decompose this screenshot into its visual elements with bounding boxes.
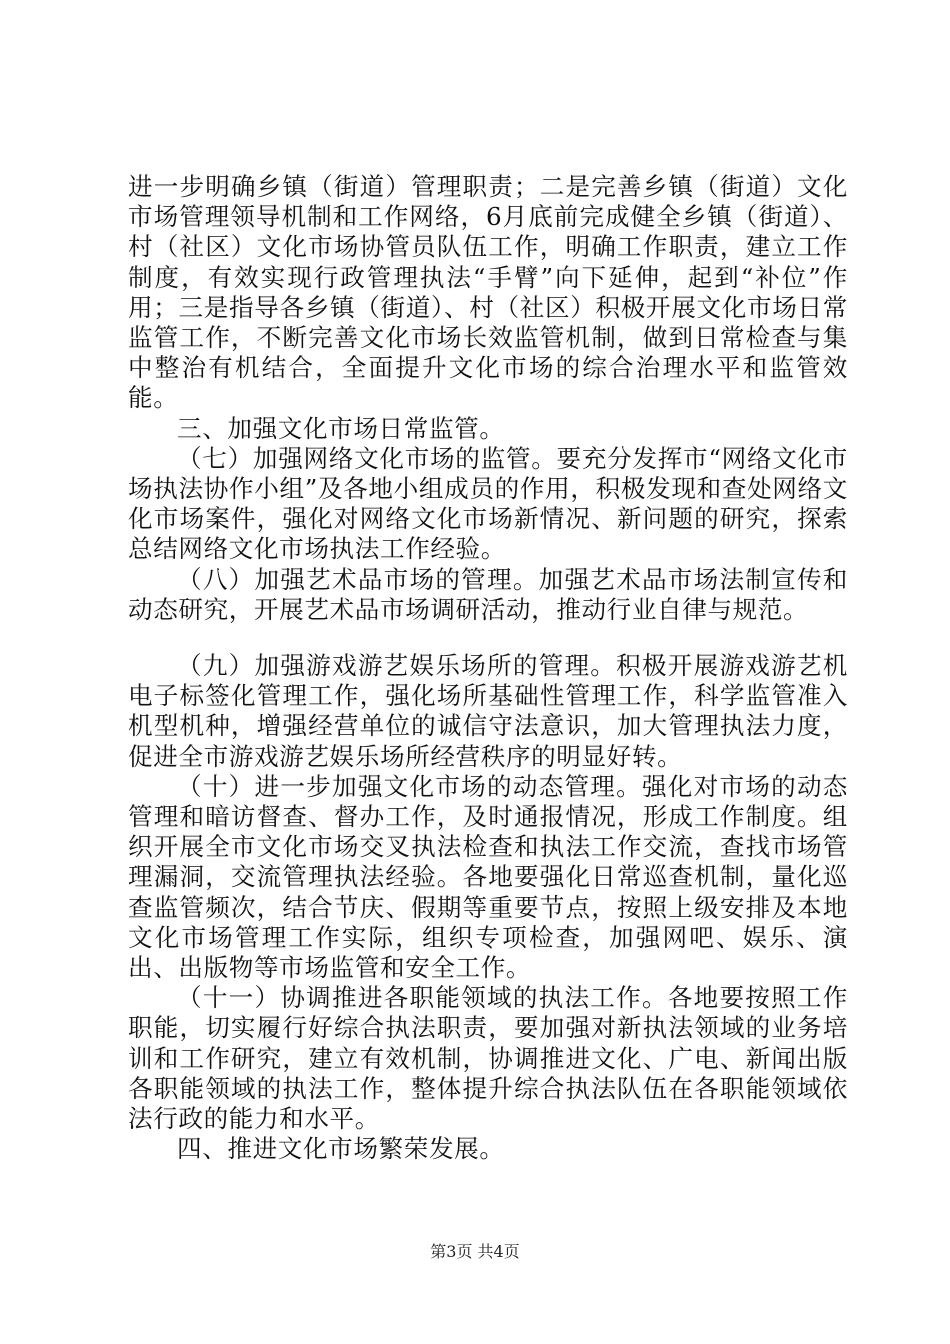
section-heading-4: 四、推进文化市场繁荣发展。 bbox=[177, 1134, 505, 1164]
blank-line bbox=[128, 625, 848, 651]
page-number-footer: 第3页 共4页 bbox=[430, 1242, 520, 1261]
paragraph-continuation: 进一步明确乡镇（街道）管理职责；二是完善乡镇（街道）文化市场管理领导机制和工作网络，6月底前完成健全乡镇（街道）、村（社区）文化市场协管员队伍工作，明确工作职责，建立工作制度，有效实现行政管理执法“手臂”向下延伸，起到“补位”作用；三是指导各乡镇（街道）、村（社区）积极开展文化市场日常监管工作，不断完善文化市场长效监管机制，做到日常检查与集中整治有机结合，全面提升文化市场的综合治理水平和监管效能。 bbox=[128, 172, 848, 413]
paragraph-item-7: （七）加强网络文化市场的监管。要充分发挥市“网络文化市场执法协作小组”及各地小组成员的作用，积极发现和查处网络文化市场案件，强化对网络文化市场新情况、新问题的研究，探索总结网络文化市场执法工作经验。 bbox=[128, 443, 848, 564]
paragraph-item-9: （九）加强游戏游艺娱乐场所的管理。积极开展游戏游艺机电子标签化管理工作，强化场所基础性管理工作，科学监管准入机型机种，增强经营单位的诚信守法意识，加大管理执法力度，促进全市游戏游艺娱乐场所经营秩序的明显好转。 bbox=[128, 651, 848, 771]
document-body bbox=[128, 172, 848, 1165]
paragraph-item-10: （十）进一步加强文化市场的动态管理。强化对市场的动态管理和暗访督查、督办工作，及时通报情况，形成工作制度。组织开展全市文化市场交叉执法检查和执法工作交流，查找市场管理漏洞，交流管理执法经验。各地要强化日常巡查机制，量化巡查监管频次，结合节庆、假期等重要节点，按照上级安排及本地文化市场管理工作实际，组织专项检查，加强网吧、娱乐、演出、出版物等市场监管和安全工作。 bbox=[128, 771, 848, 983]
paragraph-item-8: （八）加强艺术品市场的管理。加强艺术品市场法制宣传和动态研究，开展艺术品市场调研活动，推动行业自律与规范。 bbox=[128, 564, 848, 624]
paragraph-item-11: （十一）协调推进各职能领域的执法工作。各地要按照工作职能，切实履行好综合执法职责，要加强对新执法领域的业务培训和工作研究，建立有效机制，协调推进文化、广电、新闻出版各职能领域的执法工作，整体提升综合执法队伍在各职能领域依法行政的能力和水平。 bbox=[128, 983, 848, 1134]
section-heading-3: 三、加强文化市场日常监管。 bbox=[177, 413, 505, 443]
